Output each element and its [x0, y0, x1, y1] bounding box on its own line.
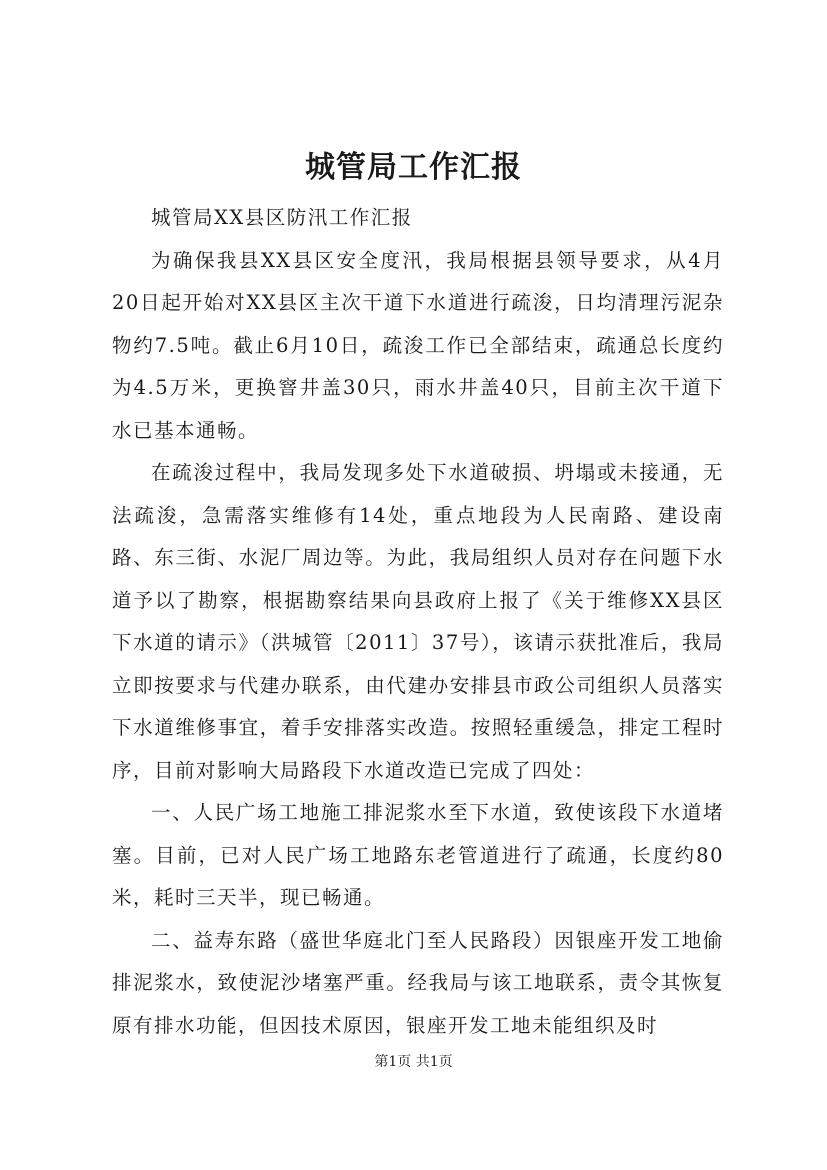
paragraph-intro: 为确保我县XX县区安全度汛，我局根据县领导要求，从4月20日起开始对XX县区主次干道下水道进行疏浚，日均清理污泥杂物约7.5吨。截止6月10日，疏浚工作已全部结束，疏通总长度约为4.5万米，更换窨井盖30只，雨水井盖40只，目前主次干道下水已基本通畅。 [112, 248, 724, 442]
paragraph-item-one: 一、人民广场工地施工排泥浆水至下水道，致使该段下水道堵塞。目前，已对人民广场工地路东老管道进行了疏通，长度约80米，耗时三天半，现已畅通。 [112, 801, 724, 909]
paragraph-subtitle: 城管局XX县区防汛工作汇报 [151, 206, 413, 229]
document-title: 城管局工作汇报 [305, 150, 522, 185]
page-footer: 第1页 共1页 [374, 1054, 453, 1070]
paragraph-problems: 在疏浚过程中，我局发现多处下水道破损、坍塌或未接通，无法疏浚，急需落实维修有14处，重点地段为人民南路、建设南路、东三街、水泥厂周边等。为此，我局组织人员对存在问题下水道予以了勘察，根据勘察结果向县政府上报了《关于维修XX县区下水道的请示》（洪城管〔2011〕37号），该请示获批准后，我局立即按要求与代建办联系，由代建办安排县市政公司组织人员落实下水道维修事宜，着手安排落实改造。按照轻重缓急，排定工程时序，目前对影响大局路段下水道改造已完成了四处： [112, 461, 724, 782]
paragraph-item-two: 二、益寿东路（盛世华庭北门至人民路段）因银座开发工地偷排泥浆水，致使泥沙堵塞严重。经我局与该工地联系，责令其恢复原有排水功能，但因技术原因，银座开发工地未能组织及时 [112, 928, 724, 1037]
document-body [112, 197, 724, 1047]
